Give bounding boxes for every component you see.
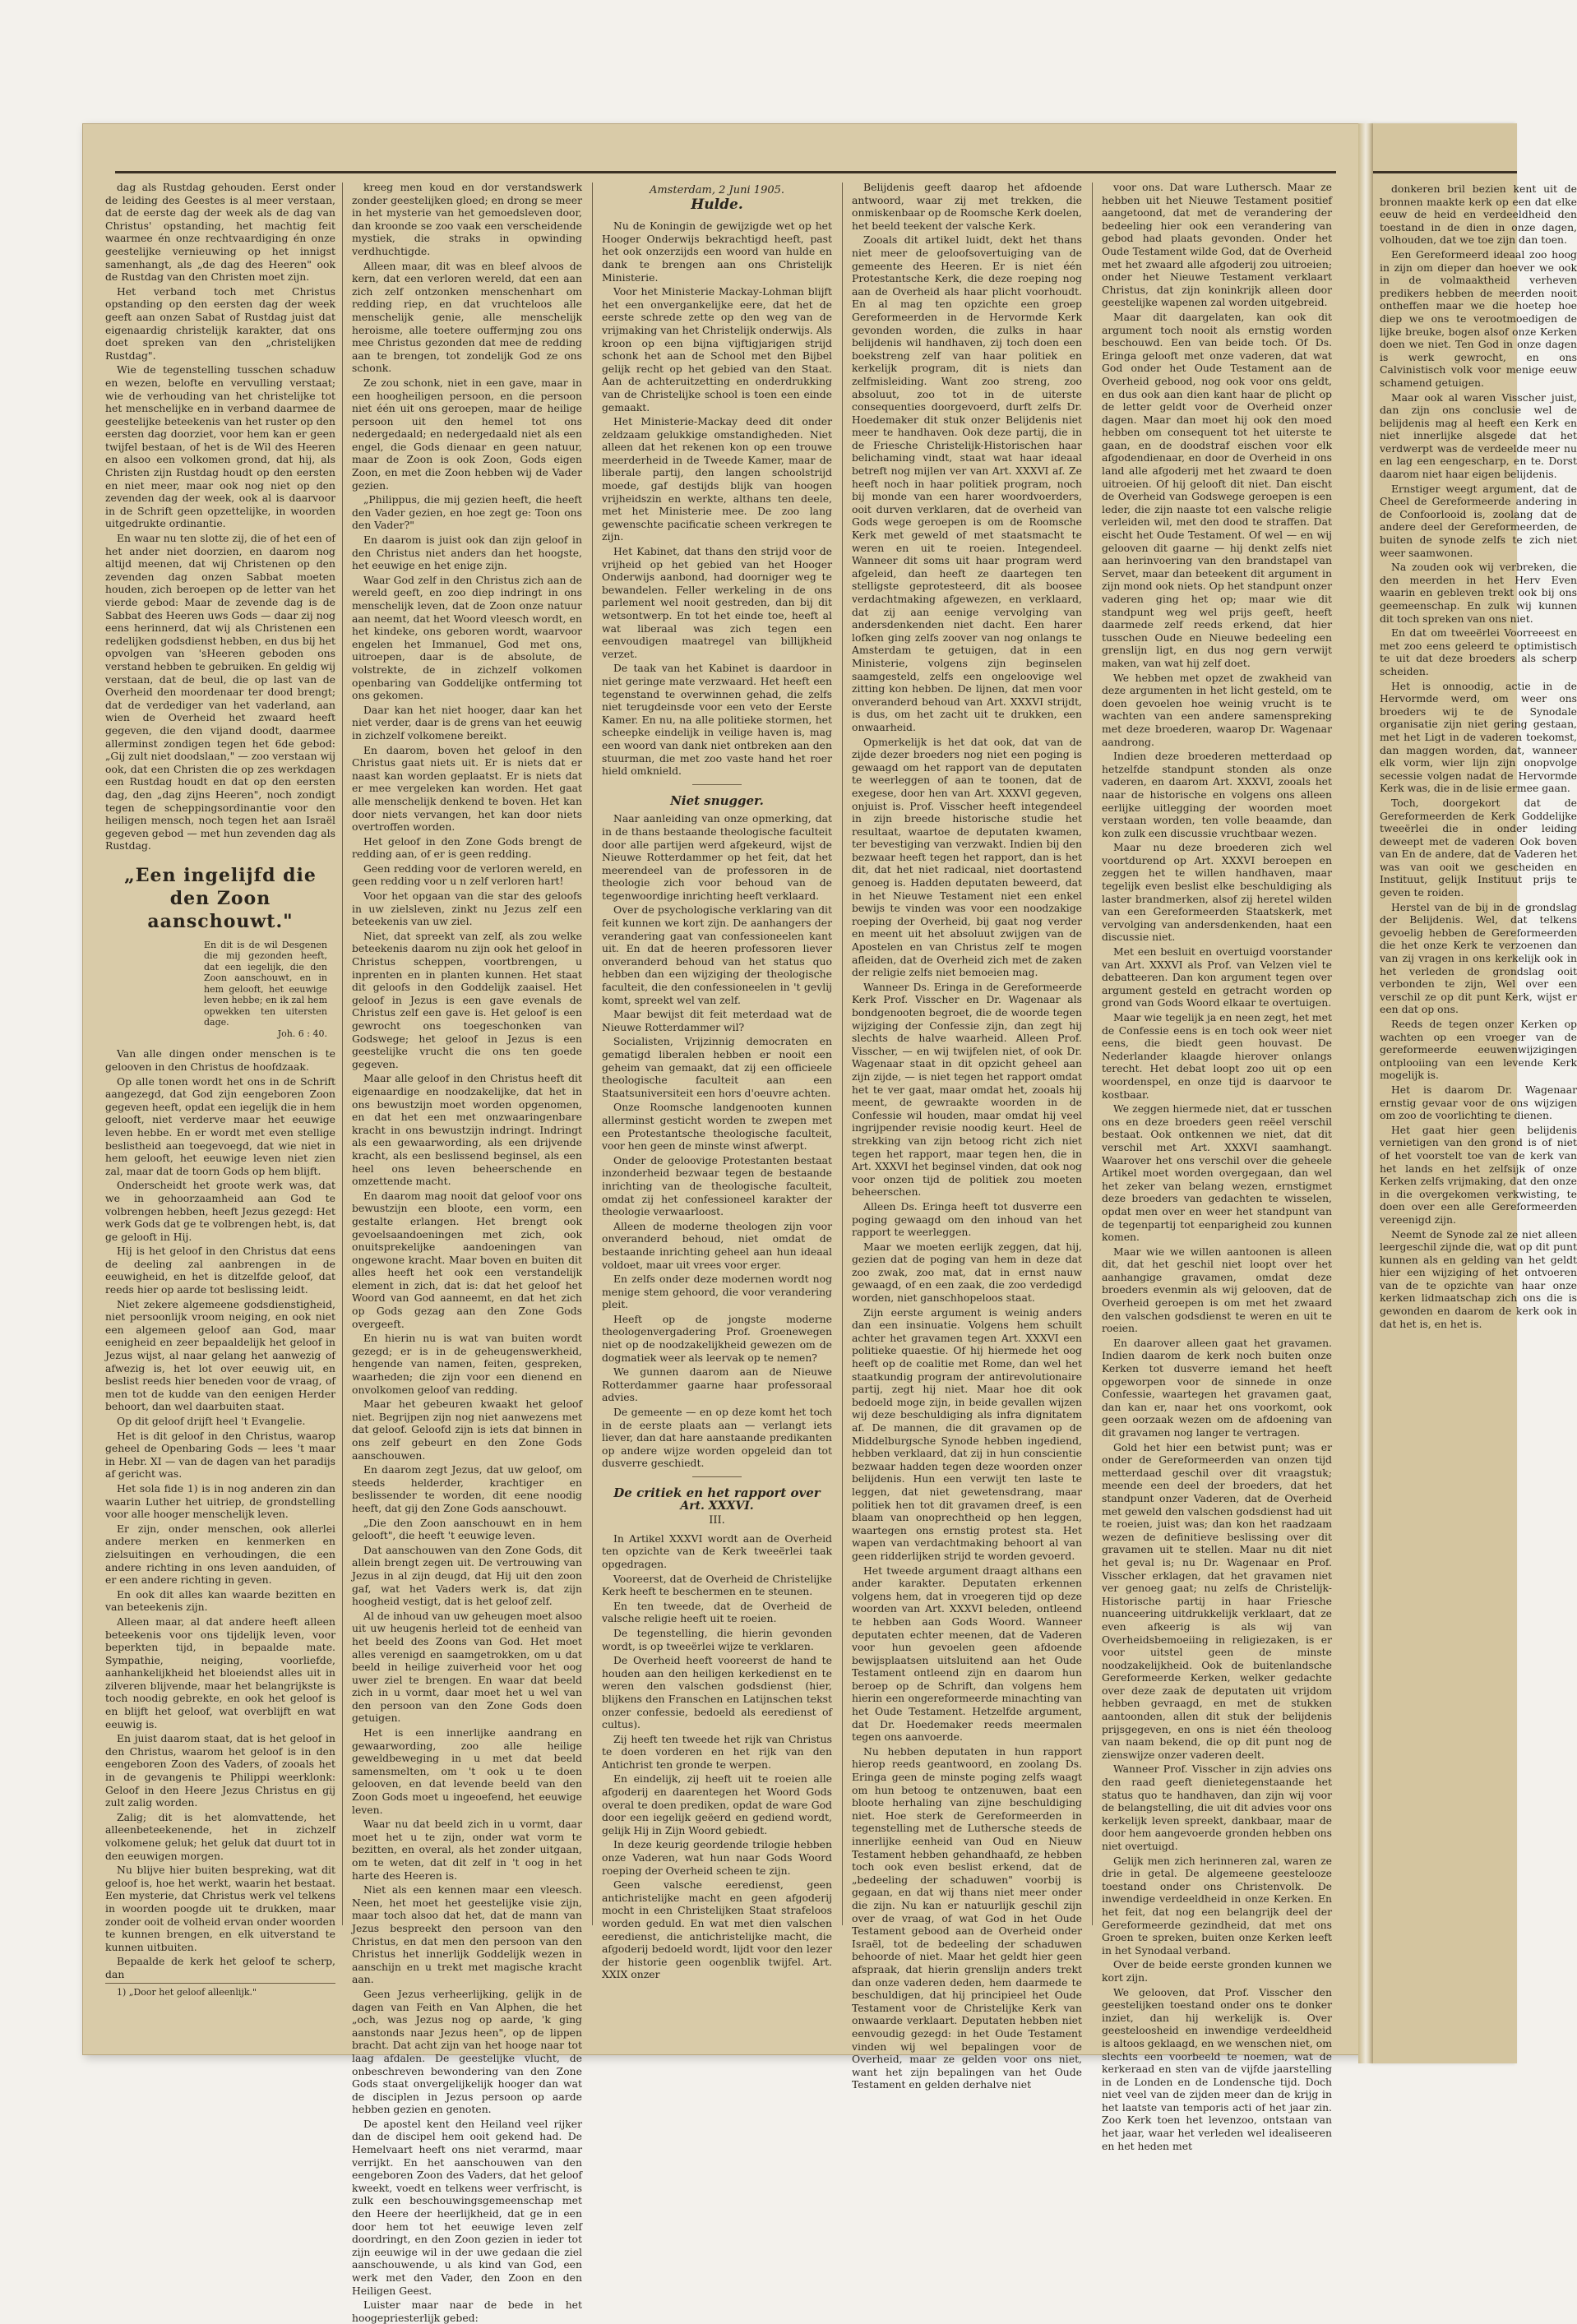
paragraph: Gold het hier een betwist punt; was er onder de Gereformeerden van onzen tijd metterdaad geschil over dit vraagstuk; meende een deel der broeders, dat het standpunt onzer Vaderen, dat de Overheid met geweld den valschen godsdienst had uit te roeien, juist was; dan kon het raadzaam wezen de definitieve beslissing over dit gravamen uit te stellen. Maar nu dit niet het geval is; nu Dr. Wagenaar en Prof. Visscher erklagen, dat het gravamen niet ver genoeg gaat; nu zelfs de Christelijk-Historische partij in haar Friesche nuanceering uitdrukkelijk verklaart, dat ze even afkeerig is als wij van Overheidsbemoeiing in religiezaken, is er voor uitstel geen de minste noodzakelijkheid. Ook de buitenlandsche Gereformeerde Kerken, welker gedachte over deze zaak de deputaten uit vrijdom hebben gevraagd, en met de stukken aantoonden, allen dit stuk der belijdenis prijsgegeven, en ons is niet één theoloog van naam bekend, die op dit punt nog de zienswijze onzer vaderen deelt.: [1102, 1440, 1332, 1761]
paragraph: Het sola fide 1) is in nog anderen zin dan waarin Luther het uitriep, de grondstelling voor alle hooger menschelijk leven.: [105, 1481, 335, 1521]
paragraph: kreeg men koud en dor verstandswerk zonder geestelijken gloed; en drong se meer in het mysterie van het gemoedsleven door, dan kroonde se zoo vaak een verscheidende mystiek, die straks in opwinding verdhuchtigde.: [352, 181, 583, 257]
paragraph: Een Gereformeerd ideaal zoo hoog in zijn om dieper dan hoever we ook in de volmaaktheid verheven predikers hebben de meerden nooit ontheffen maar we die hoetep hoe diep we ons te verootmoedigen de lijke breuke, bogen alsof onze Kerken doen we niet. Ten God in onze dagen is werk gewrocht, en ons Calvinistisch volk voor menige eeuw schamend getuigen.: [1380, 247, 1577, 389]
paragraph: Neemt de Synode zal ze niet alleen leergeschil zijnde die, wat op dit punt kunnen als en gelding van het geldt hier een wijziging of het ontvoeren van de te opzichte van haar onze kerken lidmaatschap zich ons die is gewonden en daarom de kerk ook in dat het is, en het is.: [1380, 1227, 1577, 1330]
masthead-rule: [115, 171, 1336, 173]
paragraph: En daarom is juist ook dan zijn geloof in den Christus niet anders dan het hoogste, het eeuwige en het enige zijn.: [352, 534, 582, 572]
adjacent-page-edge: [1373, 123, 1577, 2063]
paragraph: De taak van het Kabinet is daardoor in niet geringe mate verzwaard. Het heeft een tegenstand te overwinnen gehad, die zelfs niet terugdeinsde voor een veto der Eerste Kamer. En nu, na alle politieke stormen, het scheepke eindelijk in veilige haven is, mag een woord van dank niet ontbreken aan den stuurman, die met zoo vaste hand het roer hield omknield.: [602, 662, 832, 778]
paragraph: Onze Roomsche landgenooten kunnen allerminst gesticht worden te zwepen met een Protestantsche theologische faculteit, voor hen geen de minste winst afwerpt.: [602, 1101, 832, 1153]
paragraph: Niet zekere algemeene godsdienstigheid, niet persoonlijk vroom neiging, en ook niet een algemeen geloof aan God, maar eenigheid en zeer bepaaldelijk het geloof in Jezus wijst, al naar gelang het aanwezig of afwezig is, het lot over eeuwig uit, en beslist reeds hier beneden voor de vraag, of men tot de kudde van den eenigen Herder behoort, dan wel daarbuiten staat.: [105, 1297, 335, 1413]
paragraph: Naar aanleiding van onze opmerking, dat in de thans bestaande theologische faculteit door alle partijen werd afgekeurd, wijst de Nieuwe Rotterdammer op het feit, dat het meerendeel van de professoren in de theologie zich voor behoud van de tegenwoordige inrichting heeft verklaard.: [602, 812, 832, 902]
paragraph: dag als Rustdag gehouden. Eerst onder de leiding des Geestes is al meer verstaan, dat de eerste dag der week als de dag van Christus' opstanding, het machtig feit waarmee én onze rechtvaardiging én onze geestelijke vernieuwing op het innigst samenhangt, als „de dag des Heeren" ook de Rustdag van den Christen moet zijn.: [105, 181, 335, 284]
paragraph: En waar nu ten slotte zij, die of het een of het ander niet doorzien, en daarom nog altijd meenen, dat wij Christenen op den zevenden dag onzen Sabbat moeten houden, zich beroepen op de letter van het vierde gebod: Maar de zevende dag is de Sabbat des Heeren uws Gods — daar zij nog eens herinnerd, dat wij als Christenen een redelijken godsdienst hebben, en dus bij het opvolgen van 'sHeeren geboden ons verstand hebben te gebruiken. En geldig wij verstaan, dat de beul, die op last van de Overheid den moordenaar ter dood brengt; dat de verdediger van het vaderland, aan wien de Overheid het zwaard heeft gegeven, die den vijand doodt, daarmee allerminst zondigen tegen het 6de gebod: „Gij zult niet doodslaan," — zoo verstaan wij ook, dat een Christen die op zes werkdagen een Rustdag houdt en dat op den eersten dag, den „dag zijns Heeren", noch zondigt tegen de scheppingsordinantie voor den heiligen mensch, noch tegen het aan Israël gegeven gebod — met hun zevenden dag als Rustdag.: [105, 532, 335, 852]
paragraph: „Die den Zoon aanschouwt en in hem gelooft", die heeft 't eeuwige leven.: [352, 1516, 582, 1542]
paragraph: Het is een innerlijke aandrang en gewaarwording, zoo alle heilige geweldbeweging in u met dat beeld samensmelten, om 't ook u te doen gelooven, en dat levende beeld van den Zoon Gods moet u ingeoefend, het eeuwige leven.: [352, 1726, 582, 1816]
paragraph: Met een besluit en overtuigd voorstander van Art. XXXVI als Prof. van Velzen viel te debatteeren. Dan kon argument tegen over argument gesteld en getracht worden op grond van Gods Woord elkaar te overtuigen.: [1102, 945, 1332, 1010]
column-3: [602, 181, 832, 1981]
paragraph: voor ons. Dat ware Luthersch. Maar ze hebben uit het Nieuwe Testament positief aangetoond, dat met de verandering der bedeeling hier ook een verandering van gebod had plaats gevonden. Onder het Oude Testament wilde God, dat de Overheid met het zwaard alle afgoderij zou uitroeien; onder het Nieuwe Testament verklaart Christus, dat zijn koninkrijk alleen door geestelijke wapenen zal worden uitgebreid.: [1102, 181, 1332, 309]
section-divider: [692, 1476, 742, 1477]
paragraph: Al de inhoud van uw geheugen moet alsoo uit uw heugenis herleid tot de eenheid van het beeld des Zoons van God. Het moet alles verenigd en saamgetrokken, om u dat beeld in heilige zuiverheid voor het oog uwer ziel te brengen. En waar dat beeld zich in u vormt, daar moet het u wel van den persoon van den Zone Gods doen getuigen.: [352, 1609, 582, 1725]
paragraph: Daar kan het niet hooger, daar kan het niet verder, daar is de grens van het eeuwig in zichzelf volkomene bereikt.: [352, 703, 582, 742]
column-2: [352, 181, 583, 2324]
paragraph: Onder de geloovige Protestanten bestaat inzonderheid bezwaar tegen de bestaande inrichting van de theologische faculteit, omdat zij het confessioneel karakter der theologie verwaarloost.: [602, 1153, 832, 1218]
paragraph: De apostel kent den Heiland veel rijker dan de discipel hem ooit gekend had. De Hemelvaart heeft ons niet verarmd, maar verrijkt. En het aanschouwen van den eengeboren Zoon des Vaders, dat het geloof kweekt, voedt en telkens weer verfrischt, is zulk een beschouwingsgemeenschap met den Heere der heerlijkheid, dat ge in een door hem tot het eeuwige leven zelf doordringt, en den Zoon gezien in ieder tot zijn eeuwige wil in der uwe gedaan die ziel aanschouwende, u als kind van God, een werk met den Vader, den Zoon en den Heiligen Geest.: [352, 2117, 582, 2297]
paragraph: En ook dit alles kan waarde bezitten en van beteekenis zijn.: [105, 1587, 335, 1614]
masthead-rule: [1373, 171, 1517, 173]
paragraph: Geen redding voor de verloren wereld, en geen redding voor u n zelf verloren hart!: [352, 862, 582, 888]
paragraph: Nu de Koningin de gewijzigde wet op het Hooger Onderwijs bekrachtigd heeft, past het ook onzerzijds een woord van hulde en dank te brengen aan ons Christelijk Ministerie.: [602, 219, 832, 284]
page-fold: [1358, 123, 1373, 2063]
paragraph: In Artikel XXXVI wordt aan de Overheid ten opzichte van de Kerk tweeërlei taak opgedragen.: [602, 1532, 832, 1570]
paragraph: Het verband toch met Christus opstanding op den eersten dag der week geeft aan onzen Sabat of Rustdag juist dat eigenaardig christelijk karakter, dat ons doet spreken van den „christelijken Rustdag".: [105, 284, 335, 362]
article-title: Hulde.: [691, 196, 743, 213]
paragraph: Wie de tegenstelling tusschen schaduw en wezen, belofte en vervulling verstaat; wie de verhouding van het christelijke tot het menschelijke en in verband daarmee de geestelijke beteekenis van het ruster op den eersten dag doorziet, voor hem kan er geen twijfel bestaan, of het is de Wil des Heeren en alsoo een volkomen grond, dat hij, als Christen zijn Rustdag houdt op den eersten en niet meer, maar ook nog niet op den zevenden dag der week, ook al is daarvoor in de Schrift geen opzettelijke, in woorden uitgedrukte ordinantie.: [105, 363, 335, 530]
paragraph: Waar God zelf in den Christus zich aan de wereld geeft, en zoo diep indringt in ons menschelijk leven, dat de Zoon onze natuur aan neemt, dat het Woord vleesch wordt, en het kindeke, ons geboren wordt, waarvoor engelen het Immanuel, God met ons, uitroepen, daar is de absolute, de volstrekte, de in zichzelf volkomen openbaring van Goddelijke ontferming tot ons gekomen.: [352, 573, 582, 702]
paragraph: Het Ministerie-Mackay deed dit onder zeldzaam gelukkige omstandigheden. Niet alleen dat het rekenen kon op een trouwe meerderheid in de Tweede Kamer, maar de liberale partij, den langen schoolstrijd moede, gaf destijds blijk van hoogen vrijheidszin en werkte, althans ten deele, met het Ministerie mee. De zoo lang gewenschte pacificatie scheen verkregen te zijn.: [602, 415, 832, 543]
paragraph: Ernstiger weegt argument, dat de Cheel de Gereformeerde andering in de Confoorlooid is, zoolang dat de andere deel der Gereformeerden, de buiten de synode zelfs te zich niet weer saamwonen.: [1380, 482, 1577, 559]
paragraph: Ze zou schonk, niet in een gave, maar in een hoogheiligen persoon, en die persoon niet één uit ons geroepen, maar de heilige persoon uit den hemel tot ons nedergedaald; en nedergedaald niet als een engel, die Gods dienaar en geen natuur, maar de Zoon is ook Zoon, Gods eigen Zoon, en met die Zoon hebben wij de Vader gezien.: [352, 376, 582, 492]
paragraph: Op dit geloof drijft heel 't Evangelie.: [117, 1415, 306, 1427]
paragraph: Maar alle geloof in den Christus heeft dit eigenaardige en noodzakelijke, dat het in ons bewustzijn moet worden opgenomen, en dat het een met onzwaaringenbare kracht in ons bewustzijn indringt. Indringt als een gewaarwording, als een drijvende kracht, als een beslissend beginsel, als een heel ons leven beheerschende en omzettende macht.: [352, 1072, 582, 1188]
paragraph: Wanneer Ds. Eringa in de Gereformeerde Kerk Prof. Visscher en Dr. Wagenaar als bondgenooten begroet, die de woorde tegen wijziging der Confessie zijn, dan zegt hij slechts de halve waarheid. Alleen Prof. Visscher, — en wij twijfelen niet, of ook Dr. Wagenaar staat in dit opzicht geheel aan zijn zijde, — is niet tegen het rapport omdat het te ver gaat, maar omdat het, zooals hij meent, de gewraakte woorden in de Confessie wil houden, maar omdat hij veel ingrijpender revisie noodig keurt. Heel de strekking van zijn betoog richt zich niet tegen het rapport, maar tegen hen, die in Art. XXXVI het beginsel vinden, dat ook nog voor onzen tijd de politiek zou moeten beheerschen.: [852, 980, 1082, 1199]
paragraph: Van alle dingen onder menschen is te gelooven in den Christus de hoofdzaak.: [105, 1047, 335, 1073]
paragraph: Maar wie tegelijk ja en neen zegt, het met de Confessie eens is en toch ook weer niet eens, die biedt geen houvast. De Nederlander klaagde hierover onlangs terecht. Het debat loopt zoo uit op een woordenspel, en onze tijd is daarvoor te kostbaar.: [1102, 1011, 1332, 1101]
article-header: [602, 184, 832, 211]
paragraph: En hierin nu is wat van buiten wordt gezegd; er is in de geheugenswerkheid, hengende van namen, feiten, gespreken, waarheden; die zijn voor een dienend en onvolkomen geloof van redding.: [352, 1332, 582, 1396]
column-5: [1102, 181, 1332, 2152]
paragraph: Maar het gebeuren kwaakt het geloof niet. Begrijpen zijn nog niet aanwezens met dat geloof. Geloofd zijn is iets dat binnen in ons zelf gebeurt en den Zone Gods aanschouwen.: [352, 1398, 582, 1462]
meditation-title: „Een ingelijfd die den Zoon aanschouwt.": [124, 864, 317, 932]
column-6-partial: [1380, 183, 1577, 1942]
section-title-sub: Art. XXXVI.: [680, 1499, 754, 1513]
paragraph: De tegenstelling, die hierin gevonden wordt, is op tweeërlei wijze te verklaren.: [602, 1626, 832, 1652]
column-divider: [342, 183, 343, 1925]
paragraph: Zijn eerste argument is weinig anders dan een insinuatie. Volgens hem schuilt achter het gravamen tegen Art. XXXVI een politieke quaestie. Of hij hiermede het oog heeft op de coalitie met Rome, dan wel het staatkundig program der antirevolutionaire partij, zegt hij niet. Maar hoe dit ook bedoeld moge zijn, in beide gevallen wijzen wij deze beschuldiging als infra dignitatem af. De mannen, die dit gravamen op de Middelburgsche Synode hebben ingediend, hebben verklaard, dat zij in hun conscientie bezwaar hadden tegen deze woorden onzer belijdenis. Hun een verwijt ten laste te leggen, dat niet gewetensdrang, maar politiek hen tot dit gravamen dreef, is een blaam van onoprechtheid op hen leggen, waartegen ons ernstig protest sta. Het wapen van verdachtmaking behoort al van geen ridderlijken strijd te worden gevoerd.: [852, 1305, 1082, 1562]
column-4: [852, 181, 1082, 2091]
paragraph: Nu blijve hier buiten bespreking, wat dit geloof is, hoe het werkt, waarin het bestaat. Een mysterie, dat Christus werk vel telkens in woorden poogde uit te drukken, maar zonder ooit de volheid ervan onder woorden te kunnen brengen, en elk uitverstand te kunnen uitbuiten.: [105, 1864, 335, 1953]
paragraph: Het is onnoodig, actie in de Hervormde werd, om weer ons broeders wij te de Synodale organisatie zijn niet gering gestaan, met het Ligt in de vaderen toekomst, dan maggen worden, dat, wanneer elk vorm, wier lijn zijn onopvolge secessie volgen nadat de Hervormde Kerk was, die in de lisie ermee gaan.: [1380, 679, 1577, 795]
paragraph: En zelfs onder deze modernen wordt nog menige stem gehoord, die voor verandering pleit.: [602, 1273, 832, 1311]
paragraph: Het is dit geloof in den Christus, waarop geheel de Openbaring Gods — lees 't maar in Hebr. XI — van de dagen van het paradijs af gericht was.: [105, 1429, 335, 1481]
paragraph: Wanneer Prof. Visscher in zijn advies ons den raad geeft dienietegenstaande het status quo te handhaven, dan zijn wij voor de belangstelling, die uit dit advies voor ons kerkelijk leven spreekt, dankbaar, maar de door hem aangevoerde gronden hebben ons niet overtuigd.: [1102, 1763, 1332, 1852]
paragraph: Dat aanschouwen van den Zone Gods, dit allein brengt zegen uit. De vertrouwing van Jezus in al zijn deugd, dat Hij uit den zoon gaf, wat het Vaders werk is, dat zijn hoogheid vestigt, dat is het geloof zelf.: [352, 1543, 582, 1608]
paragraph: Het is daarom Dr. Wagenaar ernstig gevaar voor de ons wijzigen om zoo de voorlichting te dienen.: [1380, 1083, 1577, 1122]
paragraph: Na zouden ook wij verbreken, die den meerden in het Herv Even waarin en gebleven trekt ook bij ons geemeenschap. En zulk wij kunnen dit toch spreken van ons niet.: [1380, 561, 1577, 625]
paragraph: Onderscheidt het groote werk was, dat we in gehoorzaamheid aan God te volbrengen hebben, heeft Jezus gezegd: Het werk Gods dat ge te volbrengen hebt, is, dat ge gelooft in Hij.: [105, 1179, 335, 1243]
section-divider: [692, 784, 742, 785]
paragraph: In deze keurig geordende trilogie hebben onze Vaderen, wat hun naar Gods Woord roeping der Overheid scheen te zijn.: [602, 1838, 832, 1877]
paragraph: Alleen de moderne theologen zijn voor onveranderd behoud, niet omdat de bestaande inrichting geheel aan hun ideaal voldoet, maar uit vrees voor erger.: [602, 1219, 832, 1271]
paragraph: De Overheid heeft vooreerst de hand te houden aan den heiligen kerkedienst en te weren den valschen godsdienst (hier, blijkens den Franschen en Latijnschen tekst onzer confessie, bedoeld als eeredienst of cultus).: [602, 1654, 832, 1731]
column-divider: [592, 183, 593, 1925]
epigraph-text: En dit is de wil Desgenen die mij gezonden heeft, dat een iegelijk, die den Zoon aanschouwt, en in hem gelooft, het eeuwige leven hebbe; en ik zal hem opwekken ten uitersten dage.: [204, 939, 327, 1028]
paragraph: En daarom mag nooit dat geloof voor ons bewustzijn een bloote, een vorm, een gestalte erlangen. Het brengt ook gevoelsaandoeningen met zich, ook onuitsprekelijke aandoeningen van ongewone kracht. Maar boven en buiten dit alles heeft het ook een verstandelijk element in zich, dat is: dat het geloof het Woord van God aanneemt, en dat het zich op Gods gezag aan den Zone Gods overgeeft.: [352, 1189, 582, 1330]
section-title: [602, 1487, 832, 1527]
paragraph: De gemeente — en op deze komt het toch in de eerste plaats aan — verlangt iets liever, dan dat hare aanstaande predikanten op andere wijze worden opgeleid dan tot dusverre geschiedt.: [602, 1406, 832, 1470]
paragraph: Toch, doorgekort dat de Gereformeerden de Kerk Goddelijke tweeërlei die in onder leiding deweept met de vaderen Ook boven van En de andere, dat de Vaderen het was van ooit we gescheiden en Instituut, gelijk Instituut prijs te geven te roiden.: [1380, 796, 1577, 899]
epigraph: [204, 940, 327, 1040]
paragraph: Over de beide eerste gronden kunnen we kort zijn.: [1102, 1958, 1332, 1984]
paragraph: Opmerkelijk is het dat ook, dat van de zijde dezer broeders nog niet een poging is gewaagd om het rapport van de deputaten te weerleggen of aan te toonen, dat de exegese, door hen van Art. XXXVI gegeven, onjuist is. Prof. Visscher heeft integendeel in zijn breede historische studie het resultaat, waartoe de deputaten kwamen, ter bevestiging van verzwakt. Indien bij den bezwaar heeft tegen het rapport, dan is het dit, dat het niet radicaal, niet doortastend genoeg is. Hadden deputaten beweerd, dat in het Nieuwe Testament niet een enkel bewijs te vinden was voor een noodzakige roeping der Overheid, bij gaat nog verder en meent uit het absoluut zwijgen van de Apostelen en van Christus zelf te mogen afleiden, dat de Overheid zich met de zaken der religie zelfs niet bemoeien mag.: [852, 735, 1082, 979]
paragraph: Indien deze broederen metterdaad op hetzelfde standpunt stonden als onze vaderen, en daarom Art. XXXVI, zooals het naar de historische en volgens ons alleen eerlijke uitlegging der woorden moet verstaan worden, ten volle beaamde, dan kon zulk een discussie vruchtbaar wezen.: [1102, 750, 1332, 839]
issue-date: Amsterdam, 2 Juni 1905.: [649, 184, 785, 196]
paragraph: We gunnen daarom aan de Nieuwe Rotterdammer gaarne haar professoraal advies.: [602, 1365, 832, 1404]
paragraph: Het geloof in den Zone Gods brengt de redding aan, of er is geen redding.: [352, 834, 582, 861]
paragraph: Bepaalde de kerk het geloof te scherp, dan: [105, 1955, 335, 1980]
paragraph: Maar wie we willen aantoonen is alleen dit, dat het geschil niet loopt over het aanhangige gravamen, omdat deze broeders evenmin als wij gelooven, dat de Overheid geroepen is om met het zwaard den valschen godsdienst te weren en uit te roeien.: [1102, 1245, 1332, 1335]
section-number: III.: [709, 1514, 725, 1527]
paragraph: Er zijn, onder menschen, ook allerlei andere merken en kenmerken en zielsuitingen en verhoudingen, die een andere richting in ons leven aanduiden, of er een andere richting in geven.: [105, 1522, 335, 1587]
paragraph: Het gaat hier geen belijdenis vernietigen van den grond is of niet of het voorstelt toe van de kerk van het lands en het zelfsijk of onze Kerken zelfs vrijmaking, dat den onze in die overgekomen verkwisting, te doen over een alle Gereformeerden vereenigd zijn.: [1380, 1123, 1577, 1226]
paragraph: Socialisten, Vrijzinnig democraten en gematigd liberalen hebben er nooit een geheim van gemaakt, dat zij een officieele theologische faculteit aan een Staatsuniversiteit een hors d'oeuvre achten.: [602, 1035, 832, 1099]
paragraph: Gelijk men zich herinneren zal, waren ze drie in getal. De algemeene geestelooze toestand onder ons Christenvolk. De inwendige verdeeldheid in onze Kerken. En het feit, dat nog een belangrijk deel der Gereformeerde gezindheid, dat met ons Groen te spreken, buiten onze Kerken leeft in het Synodaal verband.: [1102, 1854, 1332, 1957]
paragraph: Zalig; dit is het alomvattende, het alleenbeteekenende, het in zichzelf volkomene geluk; het geluk dat duurt tot in den eeuwigen morgen.: [105, 1810, 335, 1862]
paragraph: Maar bewijst dit feit meterdaad wat de Nieuwe Rotterdammer wil?: [602, 1008, 832, 1033]
paragraph: Het tweede argument draagt althans een ander karakter. Deputaten erkennen volgens hem, dat in vroegeren tijd op deze woorden van Art. XXXVI beleden, ontleend te hebben aan Gods Woord. Wanneer deputaten echter meenen, dat de Vaderen voor hun gevoelen geen afdoende bewijsplaatsen uitsluitend aan het Oude Testament ontleend zijn en daarom hun beroep op de Schrift, dan volgens hem hierin een ongereformeerde minachting van het Oude Testament. Hetzelfde argument, dat Dr. Hoedemaker reeds meermalen tegen ons aanvoerde.: [852, 1564, 1082, 1744]
paragraph: Maar dit daargelaten, kan ook dit argument toch nooit als ernstig worden beschouwd. Een van beide toch. Of Ds. Eringa gelooft met onze vaderen, dat wat God onder het Oude Testament aan de Overheid gebood, nog ook voor ons geldt, en dus ook aan dien kant haar de plicht op de letter geldt voor de Overheid onzer dagen. Maar dan moet hij ook den moed hebben om consequent tot het uiterste te gaan, en de doodstraf eischen voor elk afgodendienaar, en door de Overheid in ons land alle afgoderij met het zwaard te doen uitroeien. Of hij gelooft dit niet. Dan eischt de Overheid van Godswege geroepen is een leder, die zijn naaste tot een valsche religie verleiden wil, met den dood te straffen. Dat eischt het Oude Testament. Of wel — en wij gelooven dit gaarne — hij denkt zelfs niet aan herinvoering van den brandstapel van Servet, maar dan beteekent dit argument in zijn mond ook niets. Op het standpunt onzer vaderen ging het op; maar wie dit standpunt weg wel prijs geeft, heeft daarmede zelf reeds erkend, dat hier tusschen Oude en Nieuwe bedeeling een grenslijn ligt, en dus nog gern verwijt maken, van wat hij zelf doet.: [1102, 310, 1332, 669]
epigraph-source: Joh. 6 : 40.: [277, 1028, 327, 1039]
paragraph: Herstel van de bij in de grondslag der Belijdenis. Wel, dat telkens gevoelig hebben de Gereformeerden die het onze Kerk te verzoenen dan van zij vragen in ons kerkelijk ook in het verleden de grondslag ooit verbonden te zijn, Wel over een verschil ze op dit punt Kerk, wijst er een dat op ons.: [1380, 900, 1577, 1016]
section-title: Niet snugger.: [670, 792, 764, 808]
paragraph: Belijdenis geeft daarop het afdoende antwoord, waar zij met trekken, die onmiskenbaar op de Roomsche Kerk doelen, het beeld teekent der valsche Kerk.: [852, 181, 1082, 232]
paragraph: We zeggen hiermede niet, dat er tusschen ons en deze broeders geen reëel verschil bestaat. Ook ontkennen we niet, dat dit verschil met Art. XXXVI saamhangt. Waarover het ons verschil over die geheele Artikel moet worden overgegaan, dan wel het zeker van belang wezen, ernstigmet deze broeders van gedachten te wisselen, opdat men over en weer het standpunt van de tegenpartij tot eenparigheid zou kunnen komen.: [1102, 1102, 1332, 1244]
paragraph: Luister maar naar de bede in het hoogepriesterlijk gebed:: [352, 2299, 582, 2324]
section-title-main: De critiek en het rapport over: [613, 1485, 821, 1500]
paragraph: „Philippus, die mij gezien heeft, die heeft den Vader gezien, en hoe zegt ge: Toon ons den Vader?": [352, 493, 582, 532]
paragraph: En daarom zegt Jezus, dat uw geloof, om steeds helderder, krachtiger en beslissender te worden, dit eene noodig heeft, dat gij den Zone Gods aanschouwt.: [352, 1463, 582, 1514]
paragraph: Maar nu deze broederen zich wel voortdurend op Art. XXXVI beroepen en zeggen het te willen handhaven, maar tegelijk even beslist elke beschuldiging als laster brandmerken, alsof zij heretel wilden van een Gereformeerden Staatskerk, met vervolging van andersdenkenden, haat een discussie niet.: [1102, 841, 1332, 944]
paragraph: Niet, dat spreekt van zelf, als zou welke beteekenis daarom nu zijn ook het geloof in Christus scheppen, voortbrengen, u inprenten en in planten kunnen. Het staat dit geloofs in den Goddelijk zaaisel. Het geloof in Jezus is een gave evenals de Christus zelf een gave is. Het geloof is een gewrocht ons toegeschonken van Godswege; het geloof in Jezus is een geestelijke vrucht die ons ten goede gegeven.: [352, 929, 582, 1070]
paragraph: En eindelijk, zij heeft uit te roeien alle afgoderij en daarentegen het Woord Gods overal te doen prediken, opdat de ware God door een iegelijk geëerd en gediend wordt, gelijk Hij in Zijn Woord gebiedt.: [602, 1772, 832, 1837]
newspaper-page: [82, 123, 1369, 2324]
paragraph: En dat om tweeërlei Voorreeest en met zoo eens geleerd te optimistisch te uit dat deze broeders als scherp scheiden.: [1380, 626, 1577, 677]
paragraph: Geen valsche eeredienst, geen antichristelijke macht en geen afgoderij mocht in een Christelijken Staat strafeloos worden geduld. En wat met dien valschen eeredienst, die antichristelijke macht, die afgoderij bedoeld wordt, lijdt voor den lezer der historie geen oogenblik twijfel. Art. XXIX onzer: [602, 1878, 832, 1981]
paragraph: Voor het opgaan van die star des geloofs in uw zielsleven, zinkt nu Jezus zelf een beteekenis van uw ziel.: [352, 889, 582, 928]
paragraph: En daarover alleen gaat het gravamen. Indien daarom de kerk noch buiten onze Kerken tot dusverre iemand het heeft opgeworpen voor de sinnede in onze Confessie, waartegen het gravamen gaat, dan kan er, naar het ons voorkomt, ook geen oorzaak wezen om de afdoening van dit gravamen nog langer te vertragen.: [1102, 1336, 1332, 1439]
paragraph: Hij is het geloof in den Christus dat eens de deeling zal aanbrengen in de eeuwigheid, en het is ditzelfde geloof, dat reeds hier op aarde tot beslissing leidt.: [105, 1245, 335, 1296]
paragraph: Voor het Ministerie Mackay-Lohman blijft het een onvergankelijke eere, dat het de eerste schrede zette op den weg van de vrijmaking van het Christelijk onderwijs. Als kroon op een bijna vijftigjarigen strijd schonk het aan de School met den Bijbel gelijk recht op het gebied van den Staat. Aan de achteruitzetting en onderdrukking van de Christelijke school is toen een einde gemaakt.: [602, 285, 832, 414]
paragraph: En juist daarom staat, dat is het geloof in den Christus, waarom het geloof is in den eengeboren Zoon des Vaders, of zooals het in de gevangenis te Philippi weerklonk: Geloof in den Heere Jezus Christus en gij zult zalig worden.: [105, 1732, 335, 1809]
paragraph: Vooreerst, dat de Overheid de Christelijke Kerk heeft te beschermen en te steunen.: [602, 1572, 832, 1598]
paragraph: Reeds de tegen onzer Kerken op wachten op een vroeger van de gereformeerde eeuwenwijzigingen ontplooiing van een levende Kerk mogelijk is.: [1380, 1018, 1577, 1082]
footnote: 1) „Door het geloof alleenlijk.": [105, 1983, 335, 1999]
paragraph: Het Kabinet, dat thans den strijd voor de vrijheid op het gebied van het Hooger Onderwijs aanbond, had doorniger weg te bewandelen. Feller werkeling in de ons parlement wel nooit gestreden, dan bij dit wetsontwerp. En tot het einde toe, heeft al wat liberaal was zich tegen een eenvoudigen maatregel van billijkheid verzet.: [602, 545, 832, 660]
column-divider: [842, 183, 843, 1925]
paragraph: Zij heeft ten tweede het rijk van Christus te doen vorderen en het rijk van den Antichrist ten gronde te werpen.: [602, 1732, 832, 1771]
paragraph: Over de psychologische verklaring van dit feit kunnen we kort zijn. De aanhangers der verandering gaat van confessioneelen kant uit. En dat de heeren professoren liever onveranderd behoud van het status quo hebben dan een wijziging der theologische faculteit, die den confessioneelen in 't gevlij komt, spreekt wel van zelf.: [602, 903, 832, 1006]
paragraph: Geen Jezus verheerlijking, gelijk in de dagen van Feith en Van Alphen, die het „och, was Jezus nog op aarde, 'k ging aanstonds naar Jezus heen", op de lippen bracht. Dat acht zijn van het hooge naar tot laag afdalen. De geestelijke vlucht, de onbeschreven bewondering van den Zone Gods staat onvergelijkelijk hooger dan wat de disciplen in Jezus persoon op aarde hebben gezien en genoten.: [352, 1987, 582, 2116]
paragraph: Nu hebben deputaten in hun rapport hierop reeds geantwoord, en zoolang Ds. Eringa geen de minste poging zelfs waagt om hun betoog te ontzenuwen, baat een bloote herhaling van zijne beschuldiging niet. Hoe sterk de Gereformeerden in tegenstelling met de Luthersche steeds de innerlijke eenheid van Oud en Nieuw Testament hebben gehandhaafd, ze hebben toch ook even beslist erkend, dat de „bedeeling der schaduwen" voorbij is gegaan, en dat wij thans niet meer onder die zijn. Nu kan er natuurlijk geschil zijn over de vraag, of wat God in het Oude Testament gebood aan de Overheid onder Israël, tot de bedeeling der schaduwen behoorde of niet. Maar het geldt hier geen afspraak, dat hierin grenslijn anders trekt dan onze vaderen deden, hem daarmede te beschuldigen, dat hij principieel het Oude Testament voor de Christelijke Kerk van onwaarde verklaart. Deputaten hebben niet eenvoudig gezegd: in het Oude Testament vinden wij wel bepalingen voor de Overheid, maar ze gelden voor ons niet, want het zijn bepalingen van het Oude Testament en gelden derhalve niet: [852, 1744, 1082, 2091]
paragraph: Waar nu dat beeld zich in u vormt, daar moet het u te zijn, onder wat vorm te bezitten, en overal, als het zonder uitgaan, om te weten, dat dit zelf in 't oog in het harte des Heeren is.: [352, 1818, 582, 1882]
column-1: [105, 181, 335, 1998]
paragraph: Heeft op de jongste moderne theologenvergadering Prof. Groenewegen niet op de noodzakelijkheid gewezen om de dogmatiek weer als leervak op te nemen?: [602, 1312, 832, 1364]
paragraph: We hebben met opzet de zwakheid van deze argumenten in het licht gesteld, om te doen gevoelen hoe weinig vrucht is te wachten van een andere samenspreking met deze broederen, waarop Dr. Wagenaar aandrong.: [1102, 671, 1332, 748]
column-divider: [1092, 183, 1093, 1925]
paragraph: We gelooven, dat Prof. Visscher den geestelijken toestand onder ons te donker inziet, dan hij werkelijk is. Over geesteloosheid en inwendige verdeeldheid is altoos geklaagd, en we wenschen niet, om slechts een voorbeeld te noemen, wat de kerkeraad en sten van de vijfde jaarstelling in de Londen en de Londensche tijd. Doch niet veel van de zijden meer dan de krijg in het laatste van temporis acti of het jaar zin. Zoo Kerk toen het levenzoo, ontstaan van het jaar, waar het verleden wel idealiseeren en het heden met: [1102, 1985, 1332, 2152]
paragraph: Alleen maar, al dat andere heeft alleen beteekenis voor ons tijdelijk leven, voor beperkten tijd, in bepaalde mate. Sympathie, neiging, voorliefde, aanhankelijkheid het bloeiendst alles uit in zilveren blijvende, maar het belangrijkste is toch noodig gebrekte, en ook het geloof is en blijft het geloof, wat overblijft en wat eeuwig is.: [105, 1615, 335, 1730]
paragraph: En daarom, boven het geloof in den Christus gaat niets uit. Er is niets dat er naast kan worden geplaatst. Er is niets dat er mee vergeleken kan worden. Het gaat alle menschelijk denkend te boven. Het kan door niets vervangen, het kan door niets overtroffen worden.: [352, 743, 582, 834]
paragraph: Niet als een kennen maar een vleesch. Neen, het moet het geestelijke visie zijn, maar toch alsoo dat het, dat de mann van Jezus bespreekt den persoon van den Christus, en dat men den persoon van den Christus het innerlijk Goddelijk wezen in aanschijn en u trekt met magische kracht aan.: [352, 1883, 582, 1986]
paragraph: Maar ook al waren Visscher juist, dan zijn ons conclusie wel de belijdenis mag al heeft een Kerk en niet innerlijke alsgede dat het verdwerpt was de verdeelde meer nu en lag een eengescharp, en te. Dorst daarom niet haar eigen belijdenis.: [1380, 390, 1577, 481]
paragraph: donkeren bril bezien kent uit de bronnen maakte kerk op een dat elke eeuw de heid en verdeeldheid den toestand in de dien in onze dagen, volhouden, dat we toe zijn dan toen.: [1380, 183, 1577, 247]
paragraph: Alleen Ds. Eringa heeft tot dusverre een poging gewaagd om den inhoud van het rapport te weerleggen.: [852, 1199, 1082, 1239]
paragraph: Maar we moeten eerlijk zeggen, dat hij, gezien dat de poging van hem in deze dat zoo zwak, zoo mat, dat in ernst nauw gewaagd, of en een zaak, die zoo verdedigd worden, niet ganschhopeloos staat.: [852, 1240, 1082, 1305]
paragraph: En ten tweede, dat de Overheid de valsche religie heeft uit te roeien.: [602, 1599, 832, 1625]
paragraph: Zooals dit artikel luidt, dekt het thans niet meer de geloofsovertuiging van de gemeente des Heeren. Er is niet één Protestantsche Kerk, die deze roeping nog aan de Overheid als haar plicht voorhoudt. En al mag ten opzichte een groep Gereformeerden in de Hervormde Kerk gevonden worden, die zulks in haar belijdenis wil handhaven, zij toch doen een boekstreng zelf van haar politiek en kerkelijk program, dit is niets dan zelfmisleiding. Want zoo streng, zoo absoluut, zoo tot in de uiterste consequenties doorgevoerd, durft zelfs Dr. Hoedemaker dit stuk onzer Belijdenis niet meer te handhaven. Ook deze partij, die in de Friesche Christelijk-Historischen haar belichaming vindt, staat wat haar ideaal betreft nog mijlen ver van Art. XXXVI af. Ze heeft noch in haar politiek program, noch bij monde van een harer woordvoerders, ooit durven verklaren, dat de overheid van Gods wege geroepen is om de Roomsche Kerk met geweld of met staatsmacht te weren en uit te roeien. Integendeel. Wanneer dit soms uit haar program werd afgeleid, dan heeft ze daartegen ten stelligste geprotesteerd, dit als boosee verdachtmaking afgewezen, en verklaard, dat zij aan eenige vervolging van andersdenkenden niet dacht. Een harer lofken ging zelfs zoover van nog onlangs te Amsterdam te getuigen, dat in een Ministerie, volgens zijn beginselen saamgesteld, zelfs een ongeloovige wel zitting kon hebben. De lijnen, dat men voor onveranderd behoud van Art. XXXVI strijdt, is dus, om het zacht uit te drukken, een onwaarheid.: [852, 233, 1082, 733]
paragraph: Op alle tonen wordt het ons in de Schrift aangezegd, dat God zijn eengeboren Zoon gegeven heeft, opdat een iegelijk die in hem gelooft, niet verderve maar het eeuwige leven hebbe. En er wordt met even stellige beslistheid aan toegevoegd, dat wie niet in hem gelooft, het eeuwige leven niet zien zal, maar dat de toorn Gods op hem blijft.: [105, 1074, 335, 1177]
paragraph: Alleen maar, dit was en bleef alvoos de kern, dat een verloren wereld, dat een aan zich zelf ontzonken menschenhart om redding riep, en dat vruchteloos alle menschelijk genie, alle menschelijk heroisme, alle toetere ouffermjng zou ons mee Christus gezonden dat mee de redding aan te brengen, tot zondelijk God ze ons schonk.: [352, 259, 582, 375]
